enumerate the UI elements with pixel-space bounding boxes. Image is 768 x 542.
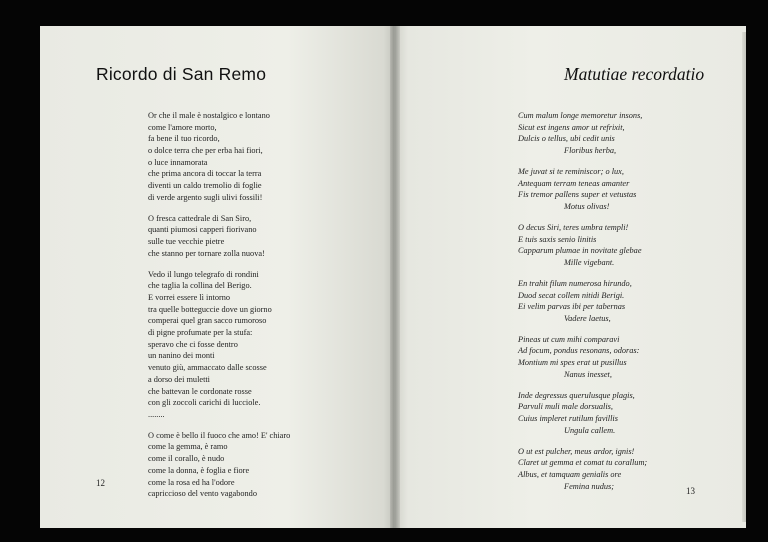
poem-line: O ut est pulcher, meus ardor, ignis! bbox=[518, 446, 635, 456]
stanza bbox=[148, 213, 380, 260]
poem-line: Pineas ut cum mihi comparavi bbox=[518, 334, 620, 344]
poem-line: Capparum plumae in novitate glebae bbox=[518, 246, 642, 256]
poem-line: E vorrei essere lì intorno bbox=[148, 293, 231, 302]
poem-line: che stanno per tornare zolla nuova! bbox=[148, 248, 265, 258]
italian-poem bbox=[148, 110, 380, 509]
poem-line: o luce innamorata bbox=[148, 157, 208, 167]
poem-line: Antequam terram teneas amanter bbox=[518, 178, 630, 188]
poem-line: tra quelle botteguccie dove un giorno bbox=[148, 304, 272, 314]
poem-line: quanti piumosi capperi fiorivano bbox=[148, 225, 257, 235]
poem-line: Mille vigebant. bbox=[564, 257, 615, 267]
poem-line: diventi un caldo tremolio di foglie bbox=[148, 181, 262, 191]
poem-line: a dorso dei muletti bbox=[148, 374, 210, 384]
poem-line: come il corallo, è nudo bbox=[148, 454, 225, 464]
poem-line: con gli zoccoli carichi di lucciole. bbox=[148, 398, 261, 408]
poem-line: capriccioso del vento vagabondo bbox=[148, 489, 257, 499]
poem-line: Ei velim parvas ibi per tabernas bbox=[518, 302, 626, 312]
poem-line: O decus Siri, teres umbra templi! bbox=[518, 222, 629, 232]
poem-line: Fis tremor pallens super et vetustas bbox=[518, 190, 637, 200]
poem-line: come l'amore morto, bbox=[148, 122, 217, 132]
poem-line: Montium mi spes erat ut pusillus bbox=[518, 358, 627, 368]
left-page bbox=[40, 26, 394, 528]
stanza bbox=[518, 334, 738, 381]
poem-line: Ungula callem. bbox=[564, 425, 616, 435]
poem-line: Cuius impleret rutilum favillis bbox=[518, 414, 618, 424]
poem-line: Cum malum longe memoretur insons, bbox=[518, 111, 643, 120]
poem-line: Duod secat collem nitidi Berigi. bbox=[518, 290, 625, 300]
latin-poem bbox=[518, 110, 738, 502]
right-page-title: Matutiae recordatio bbox=[564, 64, 705, 84]
poem-line: che taglia la collina del Berigo. bbox=[148, 281, 252, 291]
poem-line: En trahit filum numerosa hirundo, bbox=[518, 278, 632, 288]
open-book bbox=[38, 26, 750, 528]
right-page-number: 13 bbox=[686, 486, 695, 496]
poem-line: Dulcis o tellus, ubi cedit unis bbox=[518, 134, 615, 144]
poem-line: come la rosa ed ha l'odore bbox=[148, 477, 235, 487]
stanza bbox=[518, 278, 738, 325]
poem-line: Vedo il lungo telegrafo di rondini bbox=[148, 269, 259, 279]
poem-line: Motus olivas! bbox=[564, 202, 610, 211]
poem-line: Parvuli muli male dorsualis, bbox=[518, 402, 613, 412]
poem-line: venuto giù, ammaccato dalle scosse bbox=[148, 363, 267, 373]
left-page-number: 12 bbox=[96, 478, 105, 488]
stanza bbox=[518, 446, 738, 493]
poem-line: Claret ut gemma et comat tu corallum; bbox=[518, 458, 648, 468]
left-page-title: Ricordo di San Remo bbox=[96, 64, 267, 84]
stanza bbox=[518, 166, 738, 213]
poem-line: E tuis saxis senio linitis bbox=[518, 234, 597, 244]
poem-line: fa bene il tuo ricordo, bbox=[148, 134, 220, 144]
poem-line: di pigne profumate per la stufa: bbox=[148, 328, 253, 338]
poem-line: sulle tue vecchie pietre bbox=[148, 237, 225, 247]
stanza bbox=[148, 269, 380, 421]
poem-line: di verde argento sugli ulivi fossili! bbox=[148, 192, 263, 202]
stanza bbox=[518, 222, 738, 269]
poem-line: Floribus herba, bbox=[564, 146, 617, 156]
poem-line: Nanus inesset, bbox=[564, 369, 612, 379]
poem-line: come la gemma, è ramo bbox=[148, 442, 228, 452]
book-gutter bbox=[390, 26, 400, 528]
stanza bbox=[518, 110, 738, 157]
poem-line: O fresca cattedrale di San Siro, bbox=[148, 213, 252, 223]
poem-line: Vadere laetus, bbox=[564, 313, 611, 323]
stanza bbox=[148, 110, 380, 204]
right-page bbox=[394, 26, 746, 528]
page-edge bbox=[742, 32, 746, 522]
poem-line: O come è bello il fuoco che amo! E' chiaro bbox=[148, 430, 291, 440]
poem-line: Ad focum, pondus resonans, odoras: bbox=[518, 346, 640, 356]
poem-line: o dolce terra che per erba hai fiori, bbox=[148, 146, 263, 156]
poem-line: Albus, et tamquam genialis ore bbox=[518, 470, 622, 479]
poem-line: ........ bbox=[148, 409, 165, 419]
stanza bbox=[148, 430, 380, 500]
poem-line: come la donna, è foglia e fiore bbox=[148, 465, 250, 475]
poem-line: che prima ancora di toccar la terra bbox=[148, 169, 262, 179]
poem-line: Sicut est ingens amor ut refrixit, bbox=[518, 122, 625, 132]
poem-line: Or che il male è nostalgico e lontano bbox=[148, 111, 270, 120]
poem-line: speravo che ci fosse dentro bbox=[148, 339, 238, 349]
stanza bbox=[518, 390, 738, 437]
poem-line: Femina nudus; bbox=[564, 481, 615, 491]
poem-line: un nanino dei monti bbox=[148, 351, 215, 361]
poem-line: Inde degressus querulusque plagis, bbox=[518, 390, 635, 400]
poem-line: che battevan le cordonate rosse bbox=[148, 386, 252, 396]
poem-line: Me juvat si te reminiscor; o lux, bbox=[518, 166, 624, 176]
poem-line: comperai quel gran sacco rumoroso bbox=[148, 316, 267, 326]
